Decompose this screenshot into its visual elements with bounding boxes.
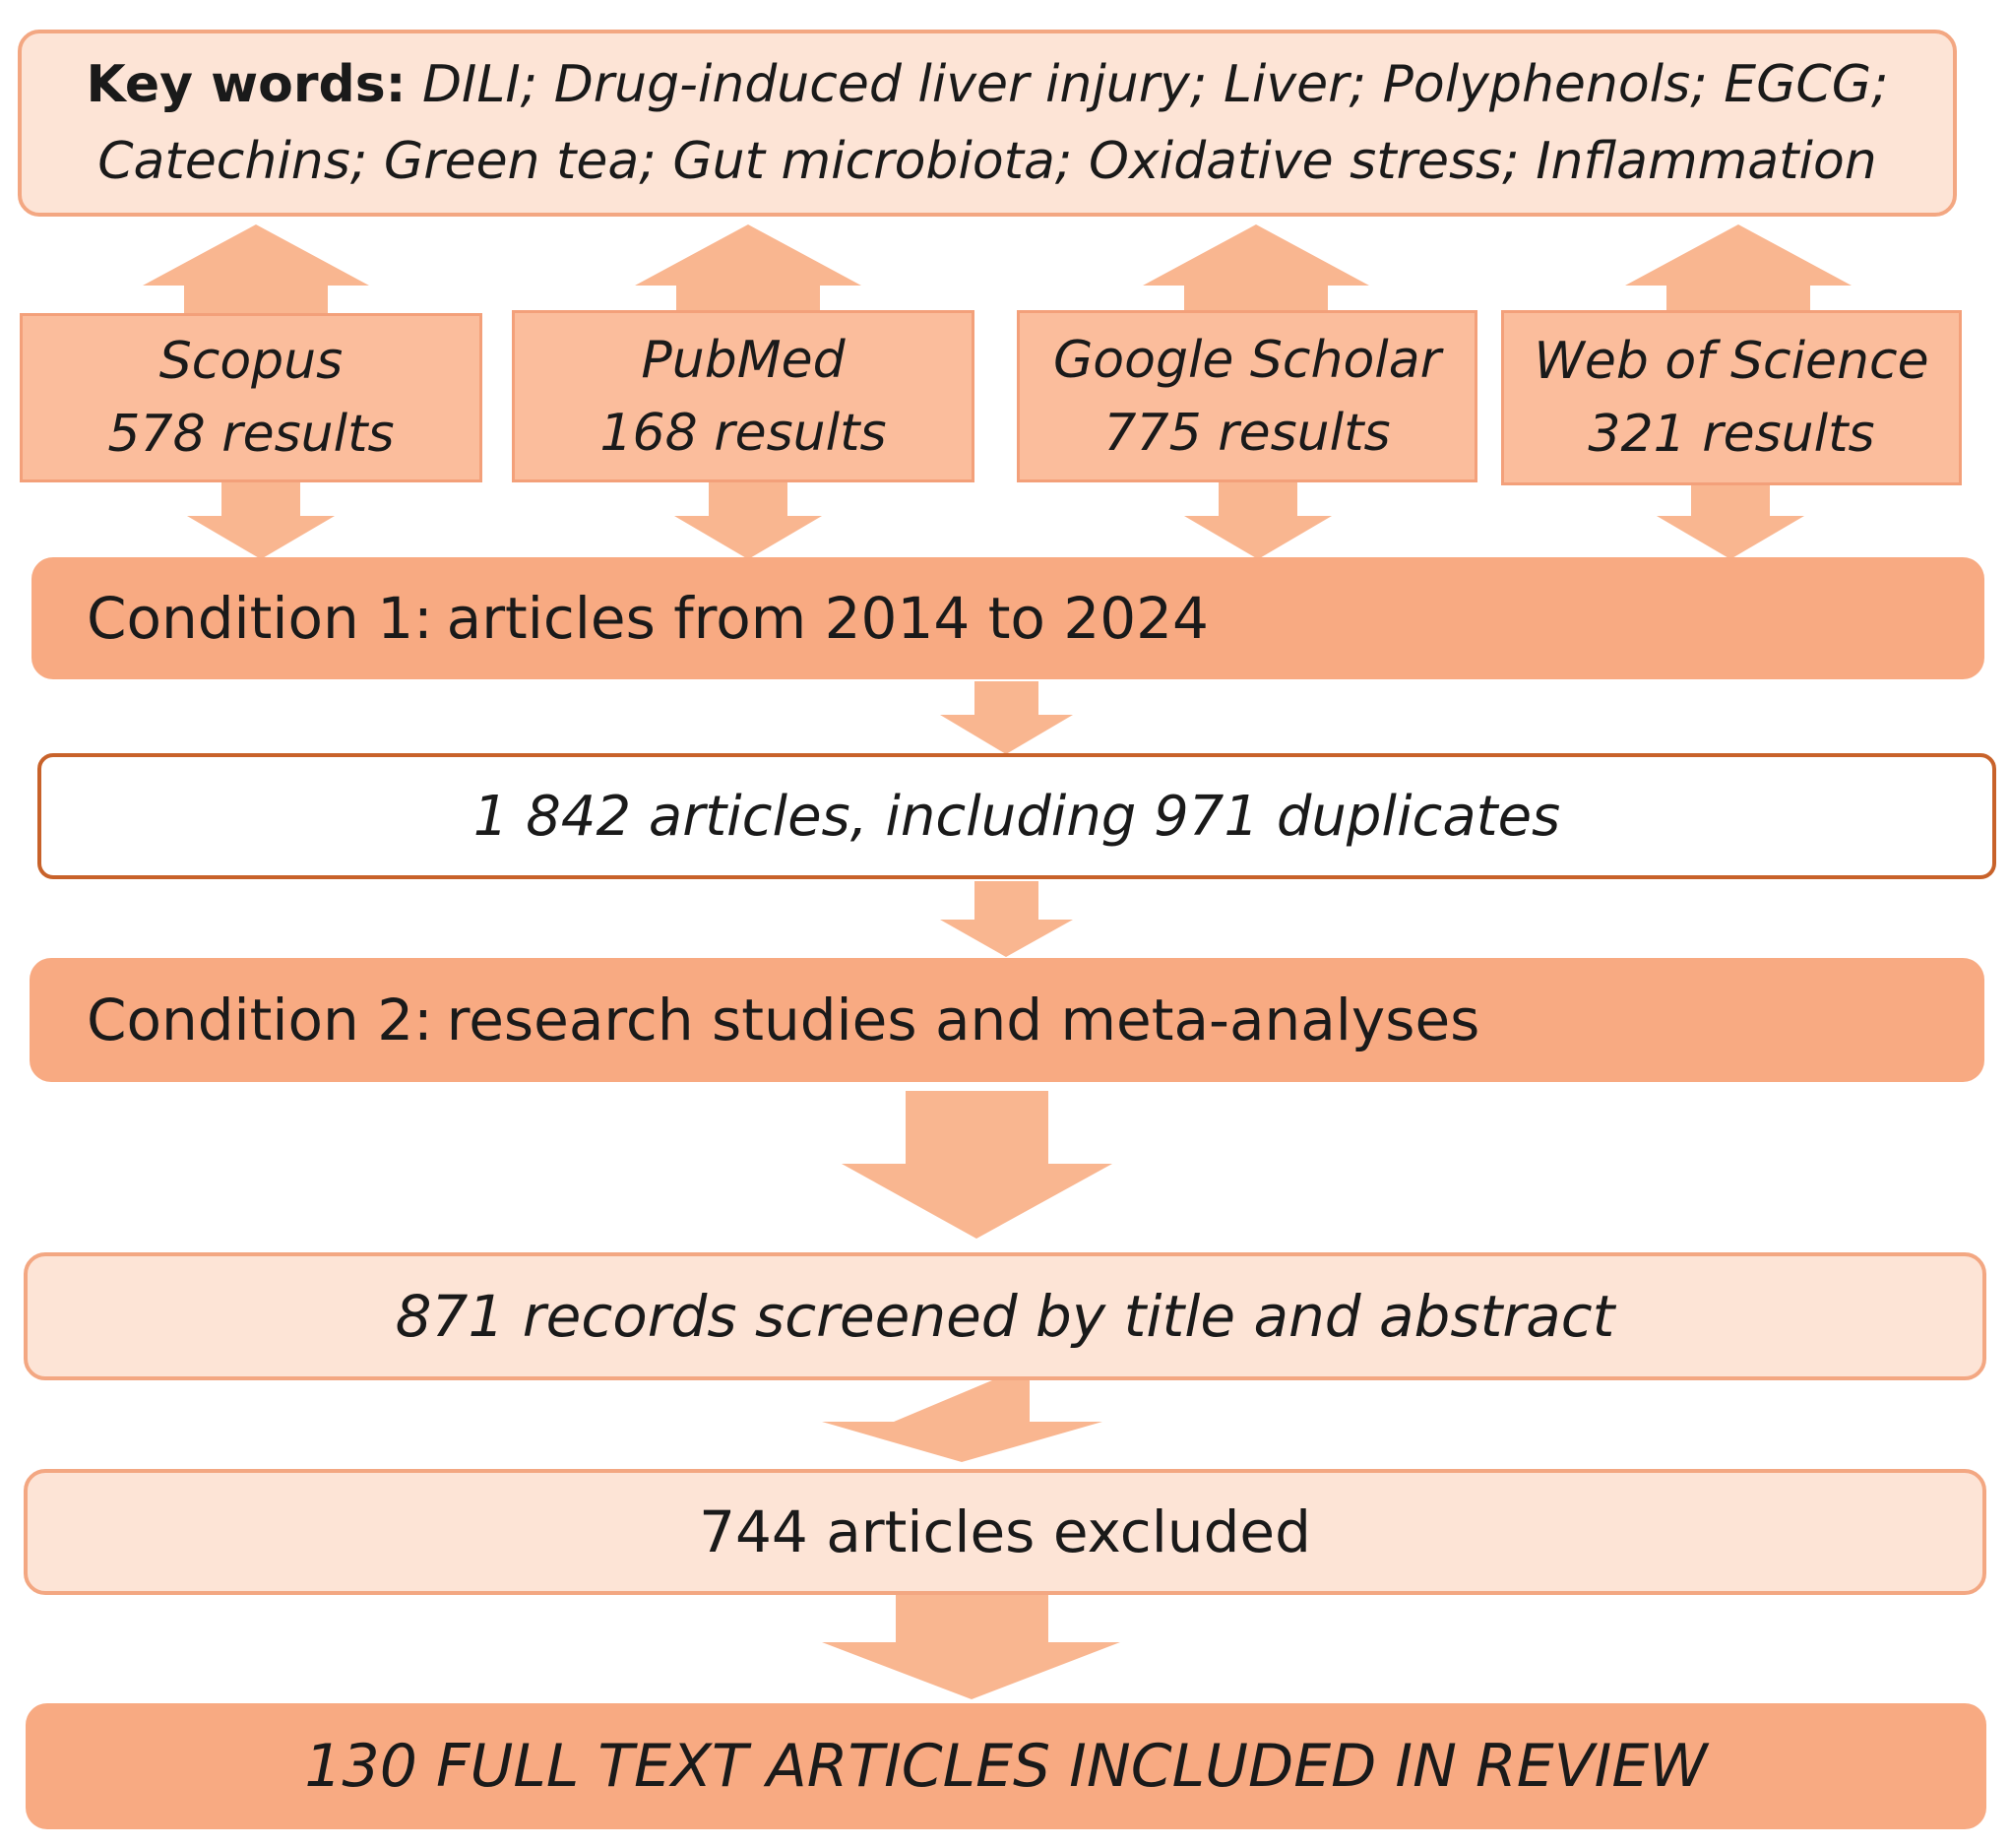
up-arrow-google <box>1143 224 1369 315</box>
down-arrow-wos <box>1657 480 1804 559</box>
database-box-web-of-science <box>1501 310 1962 485</box>
database-results: 168 results <box>599 403 887 463</box>
keywords-line-2: Catechins; Green tea; Gut microbiota; Oxidative stress; Inflammation <box>97 132 1877 191</box>
keywords-label: Key words: <box>86 55 407 114</box>
condition-2-box <box>30 958 1984 1082</box>
included-box <box>26 1703 1986 1829</box>
included-text: 130 FULL TEXT ARTICLES INCLUDED IN REVIEW <box>304 1732 1708 1801</box>
database-name: PubMed <box>641 330 846 390</box>
down-arrow-google <box>1184 480 1332 559</box>
database-results: 775 results <box>1103 403 1391 463</box>
database-name: Scopus <box>158 332 344 391</box>
condition-1-box <box>31 557 1984 679</box>
condition-1-text: articles from 2014 to 2024 <box>446 585 1209 652</box>
database-results: 321 results <box>1588 405 1875 464</box>
up-arrow-wos <box>1625 224 1852 315</box>
down-arrow-c2-screened <box>842 1091 1112 1239</box>
articles-total-box <box>37 753 1996 879</box>
condition-2-text: research studies and meta-analyses <box>446 987 1480 1053</box>
down-arrow-pubmed <box>674 480 822 559</box>
keywords-box <box>18 30 1957 217</box>
excluded-box <box>24 1469 1986 1595</box>
down-arrow-screened-excluded <box>822 1380 1102 1462</box>
database-box-pubmed <box>512 310 974 482</box>
database-results: 578 results <box>107 405 395 464</box>
database-box-google-scholar <box>1017 310 1477 482</box>
condition-1-label: Condition 1: <box>87 585 433 652</box>
down-arrow-excluded-included <box>822 1595 1120 1699</box>
down-arrow-total-c2 <box>940 881 1073 957</box>
excluded-text: 744 articles excluded <box>699 1498 1311 1565</box>
database-name: Google Scholar <box>1053 330 1441 390</box>
screened-box <box>24 1252 1986 1380</box>
up-arrow-pubmed <box>635 224 861 315</box>
screened-text: 871 records screened by title and abstract <box>395 1283 1615 1350</box>
down-arrow-c1-total <box>940 681 1073 754</box>
articles-total-text: 1 842 articles, including 971 duplicates <box>472 784 1561 849</box>
database-name: Web of Science <box>1534 332 1929 391</box>
up-arrow-scopus <box>143 224 369 315</box>
database-box-scopus <box>20 313 482 482</box>
condition-2-label: Condition 2: <box>87 987 433 1053</box>
down-arrow-scopus <box>187 480 335 559</box>
keywords-text-1: DILI; Drug-induced liver injury; Liver; Polyphenols; EGCG; <box>422 55 1889 114</box>
keywords-line-1 <box>86 46 1888 123</box>
